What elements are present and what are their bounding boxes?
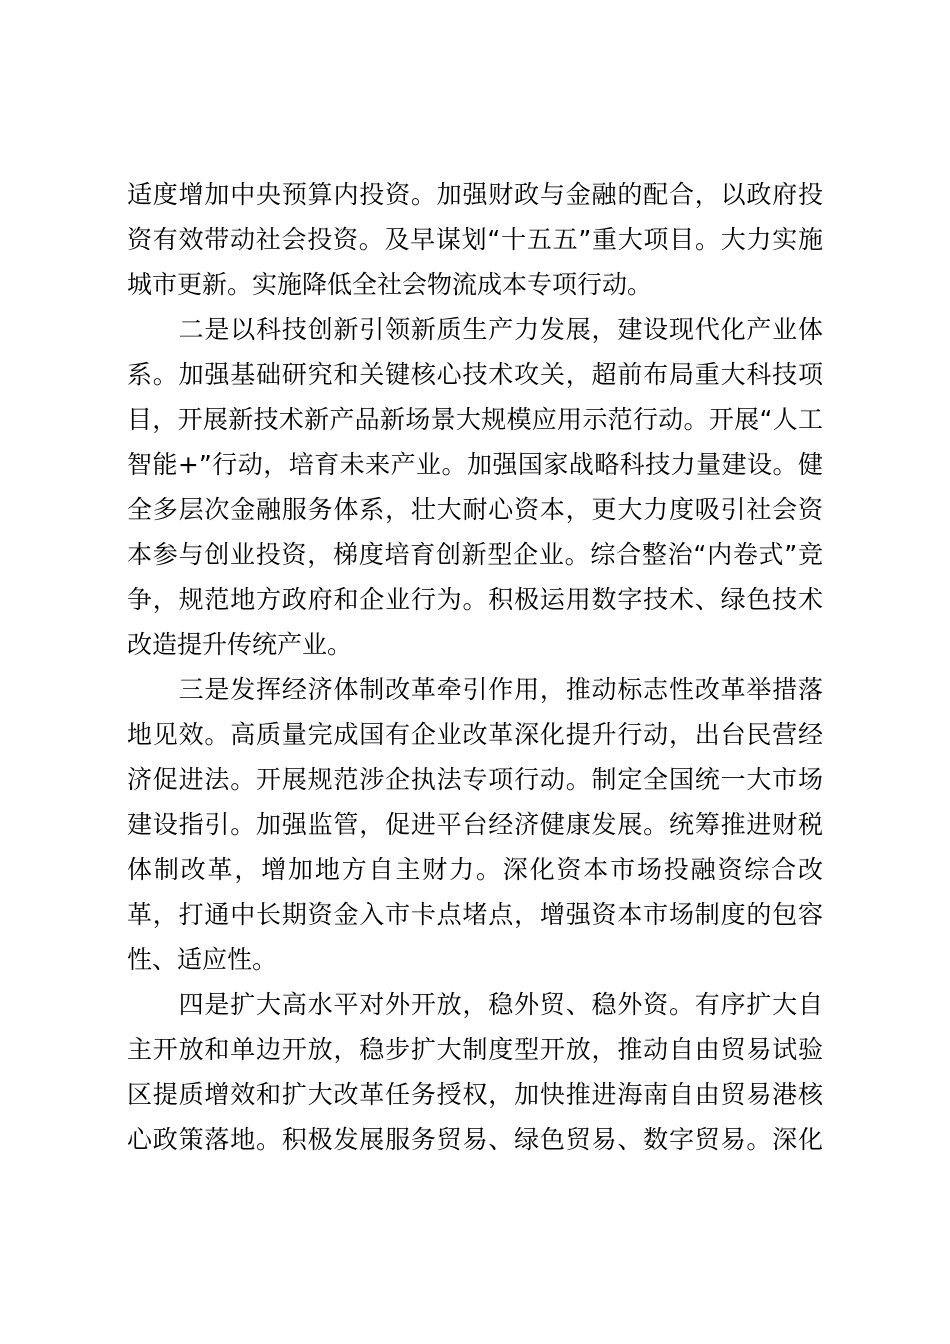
text-line: 城市更新。实施降低全社会物流成本专项行动。 xyxy=(127,270,653,299)
text-line: 本参与创业投资，梯度培育创新型企业。综合整治“内卷式”竞 xyxy=(127,540,823,569)
text-line: 区提质增效和扩大改革任务授权，加快推进海南自由贸易港核 xyxy=(127,1080,823,1109)
text-line: 三是发挥经济体制改革牵引作用，推动标志性改革举措落 xyxy=(127,675,823,704)
text-line: 改造提升传统产业。 xyxy=(127,630,353,659)
text-line: 全多层次金融服务体系，壮大耐心资本，更大力度吸引社会资 xyxy=(127,495,823,524)
text-line: 二是以科技创新引领新质生产力发展，建设现代化产业体 xyxy=(127,315,823,344)
text-line: 系。加强基础研究和关键核心技术攻关，超前布局重大科技项 xyxy=(127,360,823,389)
text-line: 资有效带动社会投资。及早谋划“十五五”重大项目。大力实施 xyxy=(127,225,823,254)
text-line: 革，打通中长期资金入市卡点堵点，增强资本市场制度的包容 xyxy=(127,900,823,929)
text-line: 争，规范地方政府和企业行为。积极运用数字技术、绿色技术 xyxy=(127,585,823,614)
text-line: 心政策落地。积极发展服务贸易、绿色贸易、数字贸易。深化 xyxy=(127,1125,823,1154)
paragraph xyxy=(127,307,823,667)
paragraph xyxy=(127,667,823,982)
text-line: 目，开展新技术新产品新场景大规模应用示范行动。开展“人工 xyxy=(127,405,823,434)
paragraph xyxy=(127,172,823,307)
text-line: 性、适应性。 xyxy=(127,945,278,974)
text-line: 适度增加中央预算内投资。加强财政与金融的配合，以政府投 xyxy=(127,180,823,209)
paragraph xyxy=(127,982,823,1162)
document-body xyxy=(127,172,823,1162)
text-line: 济促进法。开展规范涉企执法专项行动。制定全国统一大市场 xyxy=(127,765,823,794)
text-line: 主开放和单边开放，稳步扩大制度型开放，推动自由贸易试验 xyxy=(127,1035,823,1064)
text-line: 智能+”行动，培育未来产业。加强国家战略科技力量建设。健 xyxy=(127,450,823,479)
text-line: 四是扩大高水平对外开放，稳外贸、稳外资。有序扩大自 xyxy=(127,990,823,1019)
text-line: 地见效。高质量完成国有企业改革深化提升行动，出台民营经 xyxy=(127,720,823,749)
text-line: 建设指引。加强监管，促进平台经济健康发展。统筹推进财税 xyxy=(127,810,823,839)
text-line: 体制改革，增加地方自主财力。深化资本市场投融资综合改 xyxy=(127,855,823,884)
